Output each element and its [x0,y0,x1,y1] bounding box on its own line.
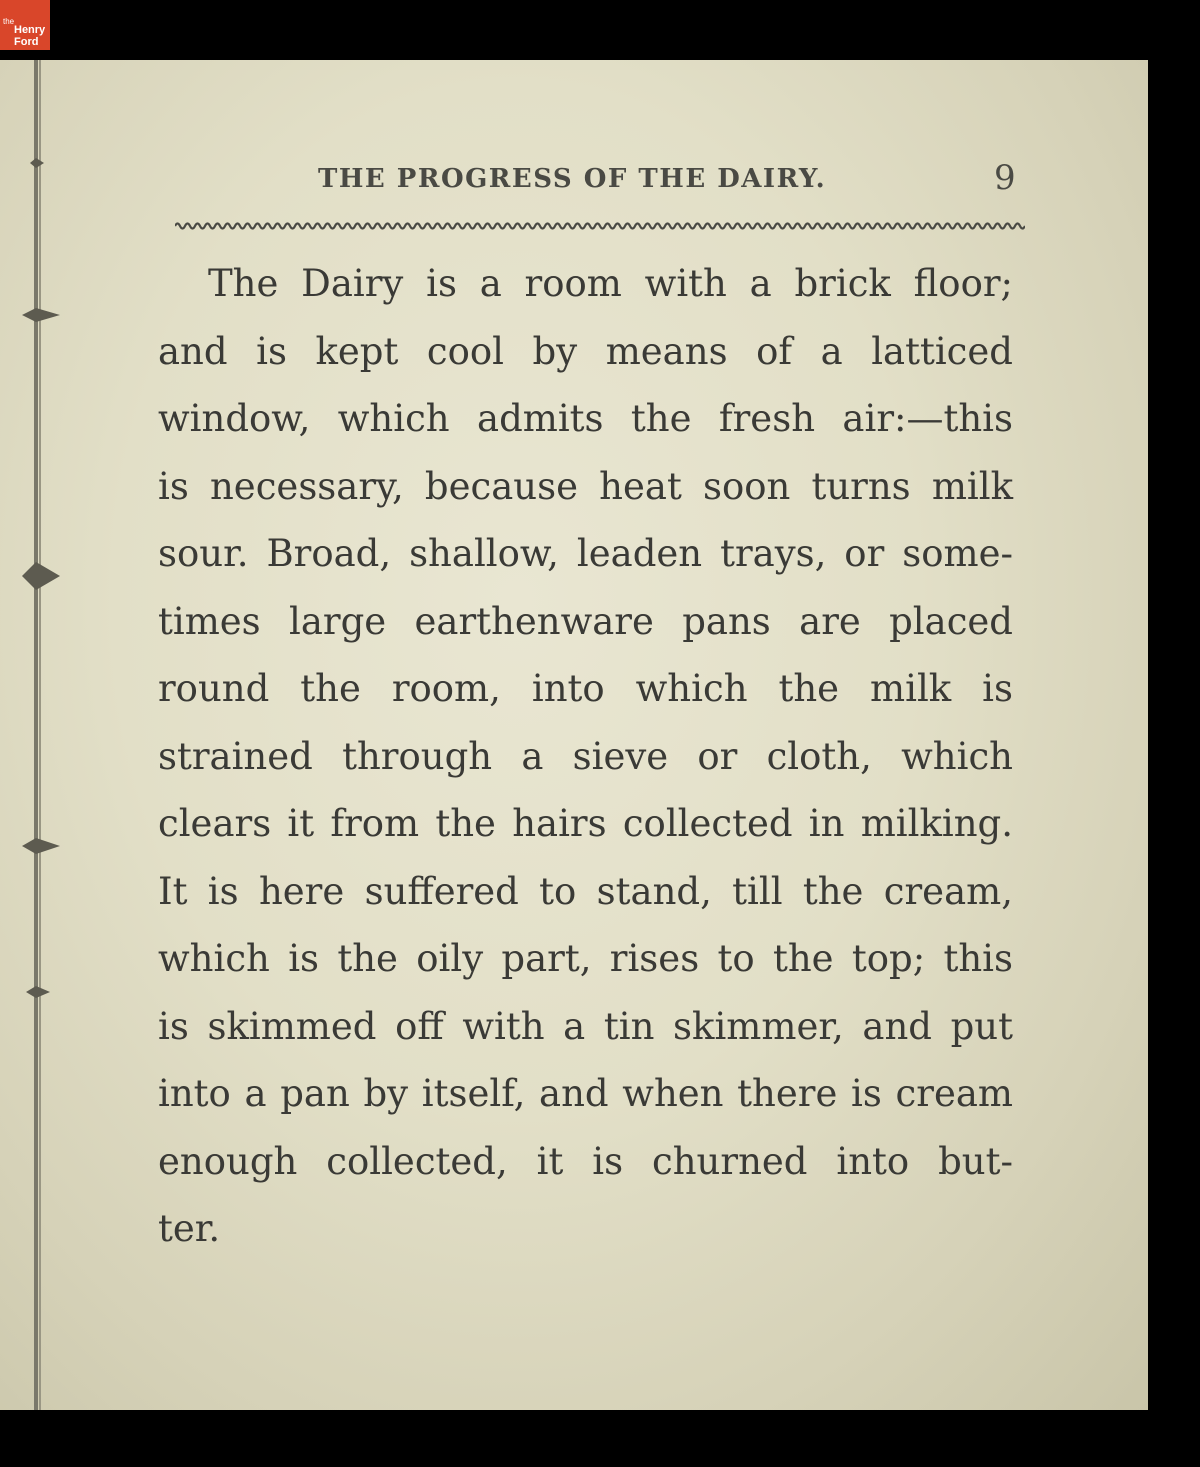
logo-henry: Henry [14,24,46,36]
logo-the: the [3,17,15,26]
running-head: THE PROGRESS OF THE DAIRY. [318,164,827,194]
body-paragraph [158,250,1013,1263]
book-page [0,60,1148,1410]
text-line: times large earthenware pans are placed [158,599,1013,643]
text-line: round the room, into which the milk is [158,667,1013,710]
logo-ford: Ford [14,36,39,48]
decorative-wavy-rule [175,220,1025,232]
text-line: The Dairy is a room with a brick floor; [208,262,1013,305]
text-line: ter. [158,1207,221,1250]
text-line: which is the oily part, rises to the top; this [158,937,1013,980]
text-line: into a pan by itself, and when there is cream [158,1072,1013,1115]
text-line: strained through a sieve or cloth, which [158,734,1013,778]
binding-spine [0,60,60,1410]
text-line: and is kept cool by means of a latticed [158,329,1013,373]
text-line: clears it from the hairs collected in milking. [158,802,1013,845]
text-line: It is here suffered to stand, till the cream, [158,869,1013,913]
henry-ford-logo [0,0,50,50]
text-line: is necessary, because heat soon turns milk [158,464,1013,508]
text-line: sour. Broad, shallow, leaden trays, or some- [158,532,1013,575]
text-line: is skimmed off with a tin skimmer, and put [158,1004,1013,1048]
page-number: 9 [994,158,1016,198]
text-line: enough collected, it is churned into but- [158,1139,1013,1183]
text-line: window, which admits the fresh air:—this [158,397,1013,440]
